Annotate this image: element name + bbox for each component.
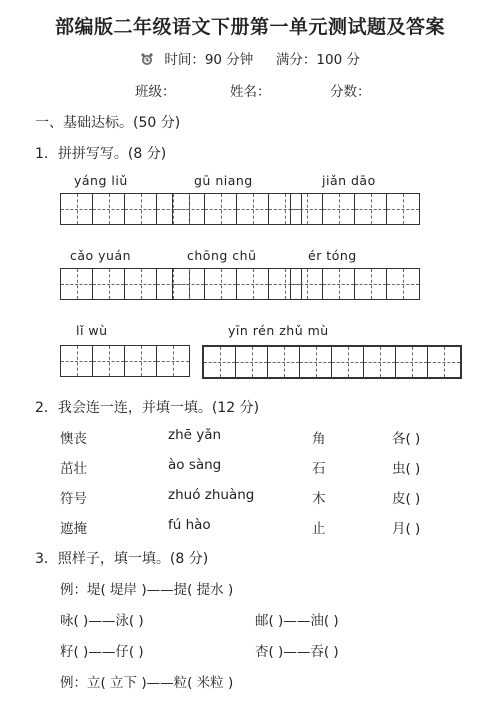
- match-char: 木: [312, 491, 326, 507]
- grid-cell[interactable]: [387, 194, 419, 224]
- score-label: 分数：: [330, 84, 371, 100]
- grid-cell[interactable]: [93, 269, 125, 299]
- question-2-title: 2．我会连一连，并填一填。(12 分): [35, 400, 260, 416]
- grid-cell[interactable]: [125, 194, 157, 224]
- fill-line[interactable]: 邮( )——油( ): [255, 613, 339, 629]
- grid-cell[interactable]: [355, 269, 387, 299]
- fill-blank[interactable]: 皮( ): [392, 491, 421, 507]
- grid-cell[interactable]: [237, 269, 269, 299]
- grid-cell[interactable]: [61, 194, 93, 224]
- question-1-title: 1．拼拼写写。(8 分): [35, 146, 167, 162]
- fill-line[interactable]: 杏( )——吞( ): [255, 644, 339, 660]
- grid-cell[interactable]: [364, 347, 396, 377]
- name-label: 姓名：: [230, 84, 271, 100]
- exam-time: 时间：90 分钟: [164, 52, 254, 68]
- pinyin-label: yīn rén zhǔ mù: [228, 323, 329, 338]
- grid-cell[interactable]: [93, 346, 125, 376]
- writing-grid[interactable]: [290, 268, 420, 300]
- pinyin-label: gū niang: [194, 173, 253, 188]
- match-char: 角: [312, 431, 326, 447]
- writing-grid[interactable]: [172, 193, 302, 225]
- grid-cell[interactable]: [268, 347, 300, 377]
- match-word: 懊丧: [60, 431, 87, 447]
- fill-blank[interactable]: 各( ): [392, 431, 421, 447]
- grid-cell[interactable]: [355, 194, 387, 224]
- pinyin-label: chōng chū: [187, 248, 257, 263]
- grid-cell[interactable]: [236, 347, 268, 377]
- pinyin-label: lǐ wù: [76, 323, 108, 338]
- grid-cell[interactable]: [125, 269, 157, 299]
- match-char: 石: [312, 461, 326, 477]
- fill-blank[interactable]: 月( ): [392, 521, 421, 537]
- grid-cell[interactable]: [323, 269, 355, 299]
- section-heading: 一、基础达标。(50 分): [35, 115, 181, 131]
- grid-cell[interactable]: [93, 194, 125, 224]
- grid-cell[interactable]: [205, 269, 237, 299]
- grid-cell[interactable]: [332, 347, 364, 377]
- writing-grid[interactable]: [290, 193, 420, 225]
- writing-grid[interactable]: [60, 193, 190, 225]
- match-char: 止: [312, 521, 326, 537]
- grid-cell[interactable]: [300, 347, 332, 377]
- grid-cell[interactable]: [396, 347, 428, 377]
- match-pinyin: zhē yǎn: [168, 427, 222, 443]
- fill-blank[interactable]: 虫( ): [392, 461, 421, 477]
- pinyin-label: jiǎn dāo: [322, 173, 376, 188]
- grid-cell[interactable]: [291, 269, 323, 299]
- grid-cell[interactable]: [125, 346, 157, 376]
- exam-meta: [0, 48, 500, 68]
- writing-grid-wide[interactable]: [202, 345, 462, 379]
- pinyin-label: ér tóng: [308, 248, 357, 263]
- example-line: 例：堤( 堤岸 )——提( 提水 ): [60, 582, 234, 598]
- fill-line[interactable]: 咏( )——泳( ): [60, 613, 144, 629]
- grid-cell[interactable]: [61, 269, 93, 299]
- match-word: 茁壮: [60, 461, 87, 477]
- match-pinyin: fú hào: [168, 517, 211, 533]
- fill-line[interactable]: 籽( )——仔( ): [60, 644, 144, 660]
- alarm-clock-icon: [140, 52, 154, 66]
- grid-cell[interactable]: [323, 194, 355, 224]
- match-word: 符号: [60, 491, 87, 507]
- grid-cell[interactable]: [157, 346, 189, 376]
- grid-cell[interactable]: [205, 194, 237, 224]
- match-pinyin: zhuó zhuàng: [168, 487, 255, 503]
- grid-cell[interactable]: [237, 194, 269, 224]
- pinyin-label: yáng liǔ: [74, 173, 128, 188]
- match-pinyin: ào sàng: [168, 457, 222, 473]
- writing-grid[interactable]: [60, 345, 190, 377]
- grid-cell[interactable]: [428, 347, 460, 377]
- class-label: 班级：: [135, 84, 176, 100]
- grid-cell[interactable]: [204, 347, 236, 377]
- grid-cell[interactable]: [387, 269, 419, 299]
- pinyin-label: cǎo yuán: [70, 248, 132, 263]
- writing-grid[interactable]: [60, 268, 190, 300]
- grid-cell[interactable]: [61, 346, 93, 376]
- example-line: 例：立( 立下 )——粒( 米粒 ): [60, 675, 234, 691]
- question-3-title: 3．照样子，填一填。(8 分): [35, 551, 209, 567]
- grid-cell[interactable]: [173, 269, 205, 299]
- grid-cell[interactable]: [173, 194, 205, 224]
- match-word: 遮掩: [60, 521, 87, 537]
- grid-cell[interactable]: [291, 194, 323, 224]
- writing-grid[interactable]: [172, 268, 302, 300]
- exam-full-score: 满分：100 分: [275, 52, 360, 68]
- page-title: 部编版二年级语文下册第一单元测试题及答案: [54, 16, 445, 38]
